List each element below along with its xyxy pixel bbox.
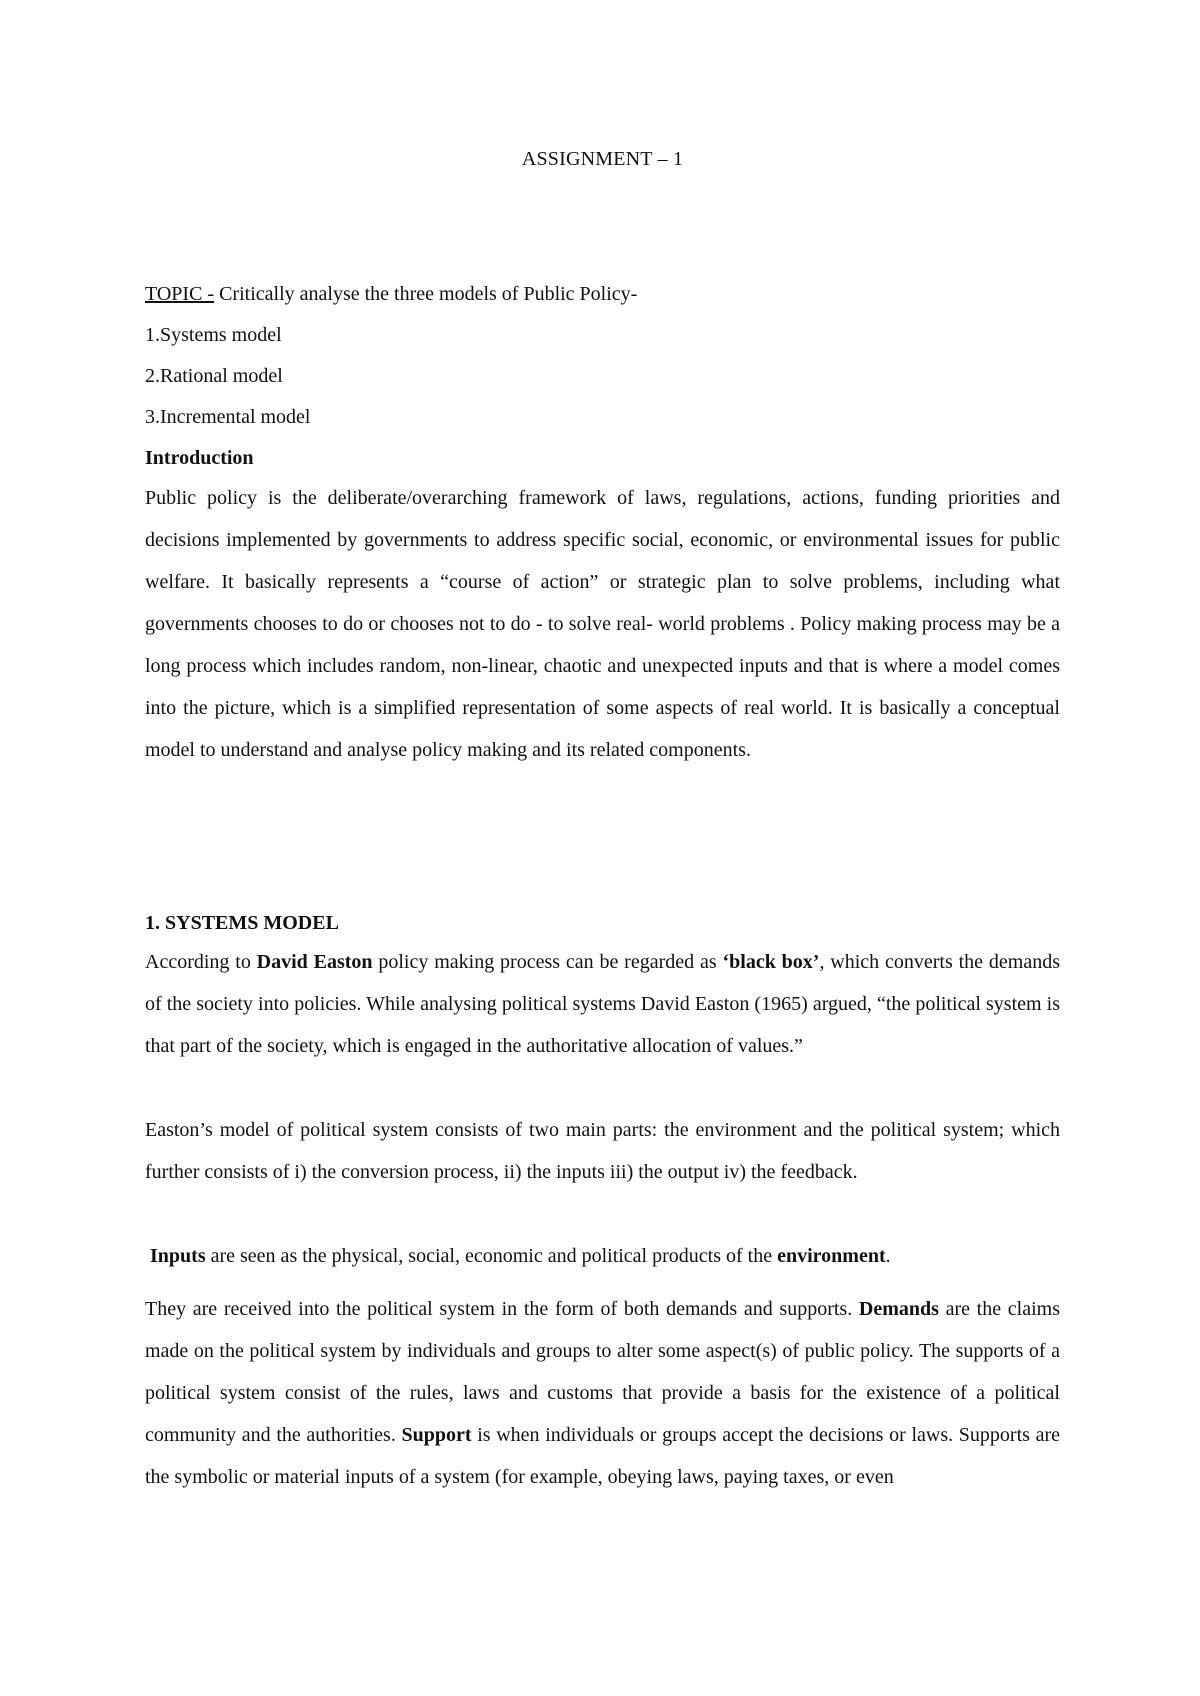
model-list-item: 2.Rational model <box>145 365 283 387</box>
topic-line <box>145 282 637 306</box>
support-term: Support <box>401 1424 472 1446</box>
systems-model-paragraph-1 <box>145 941 1060 1067</box>
text-run: policy making process can be regarded as <box>372 951 723 973</box>
text-run: They are received into the political system in the form of both demands and supports. <box>145 1298 859 1320</box>
text-run: are seen as the physical, social, economic and political products of the <box>205 1245 778 1267</box>
topic-text: Critically analyse the three models of Public Policy- <box>214 283 638 305</box>
demands-supports-paragraph <box>145 1288 1060 1498</box>
author-name: David Easton <box>256 951 373 973</box>
text-run: . <box>885 1245 891 1267</box>
topic-label: TOPIC - <box>145 283 215 305</box>
page-title: ASSIGNMENT – 1 <box>521 148 684 170</box>
introduction-paragraph: Public policy is the deliberate/overarching framework of laws, regulations, actions, funding priorities and decisions implemented by governments to address specific social, economic, or environmental issues for public welfare. It basically represents a “course of action” or strategic plan to solve problems, including what governments chooses to do or chooses not to do - to solve real- world problems . Policy making process may be a long process which includes random, non-linear, chaotic and unexpected inputs and that is where a model comes into the picture, which is a simplified representation of some aspects of real world. It is basically a conceptual model to understand and analyse policy making and its related components. <box>145 487 1060 761</box>
inputs-term: Inputs <box>150 1245 206 1267</box>
systems-model-paragraph-2: Easton’s model of political system consists of two main parts: the environment and the political system; which further consists of i) the conversion process, ii) the inputs iii) the output iv) the feedback. <box>145 1119 1060 1183</box>
demands-term: Demands <box>858 1298 939 1320</box>
systems-model-heading: 1. SYSTEMS MODEL <box>145 912 339 934</box>
text-run: , which converts the demands of the society into policies. While analysing political systems David Easton (1965) argued, “the political system is that part of the society, which is engaged in the authoritative allocation of values.” <box>145 951 1060 1057</box>
text-run: is when individuals or groups accept the decisions or laws. Supports are the symbolic or material inputs of a system (for example, obeying laws, paying taxes, or even <box>145 1424 1060 1488</box>
text-run: are the claims made on the political system by individuals and groups to alter some aspect(s) of public policy. The supports of a political system consist of the rules, laws and customs that provide a basis for the existence of a political community and the authorities. <box>145 1298 1060 1446</box>
environment-term: environment <box>777 1245 886 1267</box>
model-list-item: 1.Systems model <box>145 324 282 346</box>
introduction-heading: Introduction <box>145 447 254 469</box>
black-box-term: ‘black box’ <box>722 951 820 973</box>
inputs-paragraph <box>145 1235 1060 1277</box>
text-run: According to <box>145 951 257 973</box>
model-list-item: 3.Incremental model <box>145 406 311 428</box>
